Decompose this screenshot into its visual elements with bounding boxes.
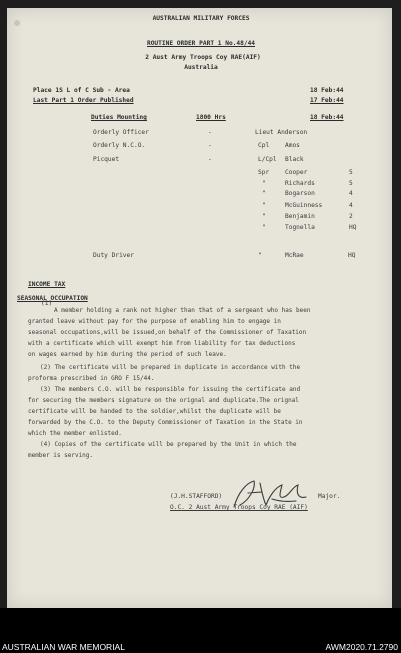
body-line: (3) The members C.O. will be responsible for issuing the certificate and [40,386,301,393]
duty-rank: " [262,213,266,220]
duty-rank: " [258,252,262,259]
body-line: A member holding a rank not higher than that of a sergeant who has been [54,307,311,314]
body-line: (4) Copies of the certificate will be prepared by the Unit in which the [40,441,297,448]
duty-count: 5 [349,180,353,187]
duties-label: Duties Mounting [91,114,147,121]
duty-name: McRae [285,252,304,259]
signatory-name: (J.H.STAFFORD) [170,493,223,500]
duty-name: Lieut Anderson [255,129,308,136]
duty-rank: Cpl [258,142,270,149]
country-name: Australia [184,64,218,71]
last-part-date: 17 Feb:44 [310,97,344,104]
body-line: which the member enlisted. [28,430,122,437]
duty-dash: - [208,156,212,163]
duty-name: Bogarson [285,190,315,197]
duty-rank: " [262,224,266,231]
duty-rank: L/Cpl [258,156,277,163]
section-heading: INCOME TAX [28,281,66,288]
duty-rank: " [262,190,266,197]
body-line: granted leave without pay for the purpose of enabling him to engage in [28,318,281,325]
duties-date: 18 Feb:44 [310,114,344,121]
body-line: proforma prescribed in GRO F 15/44. [28,375,155,382]
duty-count: 2 [349,213,353,220]
body-line: forwarded by the C.O. to the Deputy Commissioner of Taxation in the State in [28,419,303,426]
duty-name: McGuinness [285,202,323,209]
duty-name: Black [285,156,304,163]
duty-role: Orderly N.C.O. [93,142,146,149]
footer-accession-number: AWM2020.71.2790 [325,642,398,652]
body-line: (2) The certificate will be prepared in duplicate in accordance with the [40,364,301,371]
body-line: member is serving. [28,452,94,459]
duty-role: Picquet [93,156,120,163]
body-line: certificate will be handed to the soldier,whilst the duplicate will be [28,408,281,415]
paragraph-number: (1) [41,300,53,307]
unit-name: 2 Aust Army Troops Coy RAE(AIF) [145,54,261,61]
punch-hole [14,20,20,26]
body-line: on wages earned by him during the period of such leave. [28,351,227,358]
duty-rank: Spr [258,169,270,176]
last-part-label: Last Part 1 Order Published [33,97,134,104]
section-subheading: SEASONAL OCCUPATION [17,295,88,302]
duties-time: 1800 Hrs [196,114,226,121]
duty-role: Duty Driver [93,252,134,259]
signatory-title: O.C. 2 Aust Army Troops Coy RAE (AIF) [170,504,308,511]
signatory-rank: Major. [318,493,341,500]
place-date: 18 Feb:44 [310,87,344,94]
org-heading: AUSTRALIAN MILITARY FORCES [152,15,250,22]
body-line: for securing the members signature on the orignal and duplicate.The orignal [28,397,299,404]
duty-name: Richards [285,180,315,187]
duty-count: 5 [349,169,353,176]
footer-institution: AUSTRALIAN WAR MEMORIAL [2,642,125,652]
duty-count: HQ [348,252,356,259]
place-label: Place 1S L of C Sub - Area [33,87,130,94]
duty-count: HQ [349,224,357,231]
duty-name: Amos [285,142,300,149]
body-line: seasonal occupations,will be issued,on behalf of the Commissioner of Taxation [28,329,307,336]
duty-rank: " [262,180,266,187]
duty-name: Tognella [285,224,315,231]
duty-rank: " [262,202,266,209]
duty-count: 4 [349,190,353,197]
duty-dash: - [208,142,212,149]
duty-name: Cooper [285,169,308,176]
duty-name: Benjamin [285,213,315,220]
duty-role: Orderly Officer [93,129,149,136]
body-line: with a certificate which will exempt him from liability for tax deductions [28,340,296,347]
duty-dash: - [208,129,212,136]
duty-count: 4 [349,202,353,209]
order-title: ROUTINE ORDER PART 1 No.48/44 [146,40,256,47]
